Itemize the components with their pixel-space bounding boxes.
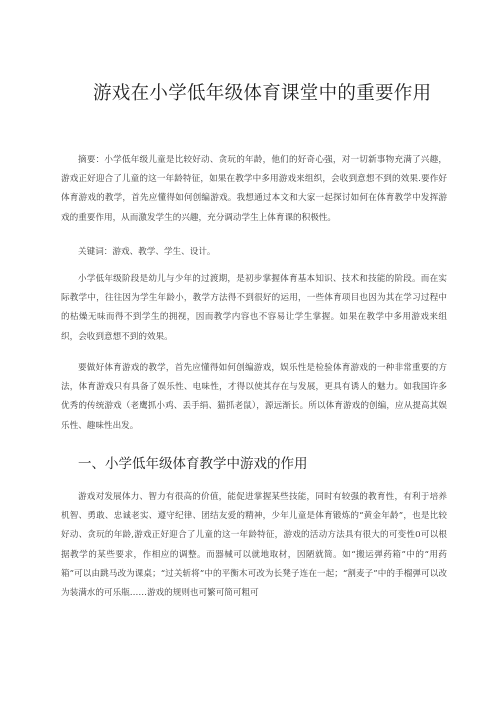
section-heading: 一、小学低年级体育教学中游戏的作用 [78,456,308,472]
section-paragraph: 游戏对发展体力、智力有很高的价值，能促进掌握某些技能，同时有较强的教育性，有利于培养机智、勇敢、忠诚老实、遵守纪律、团结友爱的精神，少年儿童是体育锻炼的“黄金年龄”，也是比较好动、贪玩的年龄,游戏正好迎合了儿童的这一年龄特征，游戏的活动方法具有很大的可变性0可以根据教学的某些要求，作相应的调整。而器械可以就地取材，因陋就简。如“搬运弹药箱”中的“用药箱”可以由跳马改为课桌；“过关斩将”中的平衡木可改为长凳子连在一起；“割麦子”中的手榴弹可以改为装满水的可乐瓶……游戏的规则也可繁可简可粗可 [61,492,447,599]
keywords-paragraph: 关键词：游戏、教学、学生、设计。 [78,247,216,257]
body-paragraph: 要做好体育游戏的教学，首先应懂得如何创编游戏，娱乐性是检验体育游戏的一种非常重要的方法，体育游戏只有具备了娱乐性、电味性，才得以使其存在与发展，更具有诱人的魅力。如我国许多优秀的传统游戏（老鹰抓小鸡、丢手绢、猫抓老鼠），源远渐长。所以体育游戏的创编，应从提高其娱乐性、趣味性出发。 [61,363,447,431]
body-paragraph: 小学低年级阶段是幼儿与少年的过渡期，是初步掌握体育基本知识、技术和技能的阶段。而在实际教学中，往往因为学生年龄小，教学方法得不到很好的运用，一些体育项目也因为其在学习过程中的枯燥无味而得不到学生的拥视，因而教学内容也不容易让学生掌握。如果在教学中多用游戏来组织，会收到意想不到的效果。 [61,274,447,342]
abstract-paragraph: 摘要：小学低年级儿童是比较好动、贪玩的年龄，他们的好奇心强，对一切新事物充满了兴趣，游戏正好迎合了儿童的这一年龄特征，如果在教学中多用游戏来组织，会收到意想不到的效果.要作好体育游戏的教学，首先应懂得如何创编游戏。我想通过本文和大家一起探讨如何在体育教学中发挥游戏的重要作用，从而激发学生的兴趣，充分调动学生上体育课的积极性。 [61,155,447,223]
document-title: 游戏在小学低年级体育课堂中的重要作用 [93,83,432,104]
